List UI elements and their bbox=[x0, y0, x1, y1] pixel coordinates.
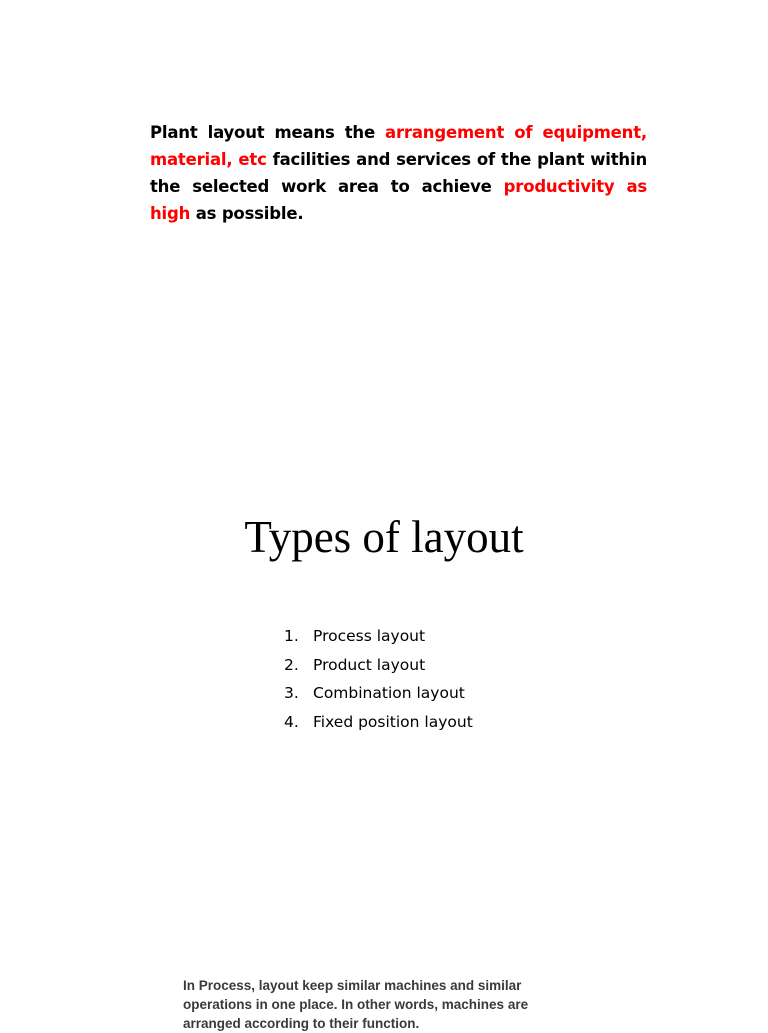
list-item bbox=[284, 651, 473, 680]
process-layout-note: In Process, layout keep similar machines and similar operations in one place. In other words, machines are arranged according to their function. bbox=[183, 978, 529, 1031]
layout-types-list bbox=[284, 622, 473, 737]
list-item-number: 4. bbox=[284, 713, 299, 732]
definition-text-part2: facilities and services of the plant within the selected work area to achieve bbox=[150, 150, 647, 196]
types-of-layout-heading: Types of layout bbox=[244, 512, 524, 562]
list-item bbox=[284, 679, 473, 708]
list-item-number: 1. bbox=[284, 627, 299, 645]
definition-text-part3: as possible. bbox=[190, 204, 304, 223]
definition-highlight-arrangement: arrangement of equipment, material, etc bbox=[150, 123, 647, 169]
list-item-label: Combination layout bbox=[313, 684, 465, 703]
list-item-number: 3. bbox=[284, 684, 299, 703]
definition-highlight-productivity: productivity as high bbox=[150, 177, 648, 223]
plant-layout-definition bbox=[150, 119, 647, 227]
list-item-label: Product layout bbox=[313, 655, 426, 674]
definition-text-part1: Plant layout means the bbox=[150, 123, 386, 142]
list-item-label: Process layout bbox=[313, 627, 426, 645]
list-item-number: 2. bbox=[284, 655, 299, 674]
list-item bbox=[284, 622, 473, 651]
list-item bbox=[284, 708, 473, 737]
list-item-label: Fixed position layout bbox=[313, 713, 473, 732]
